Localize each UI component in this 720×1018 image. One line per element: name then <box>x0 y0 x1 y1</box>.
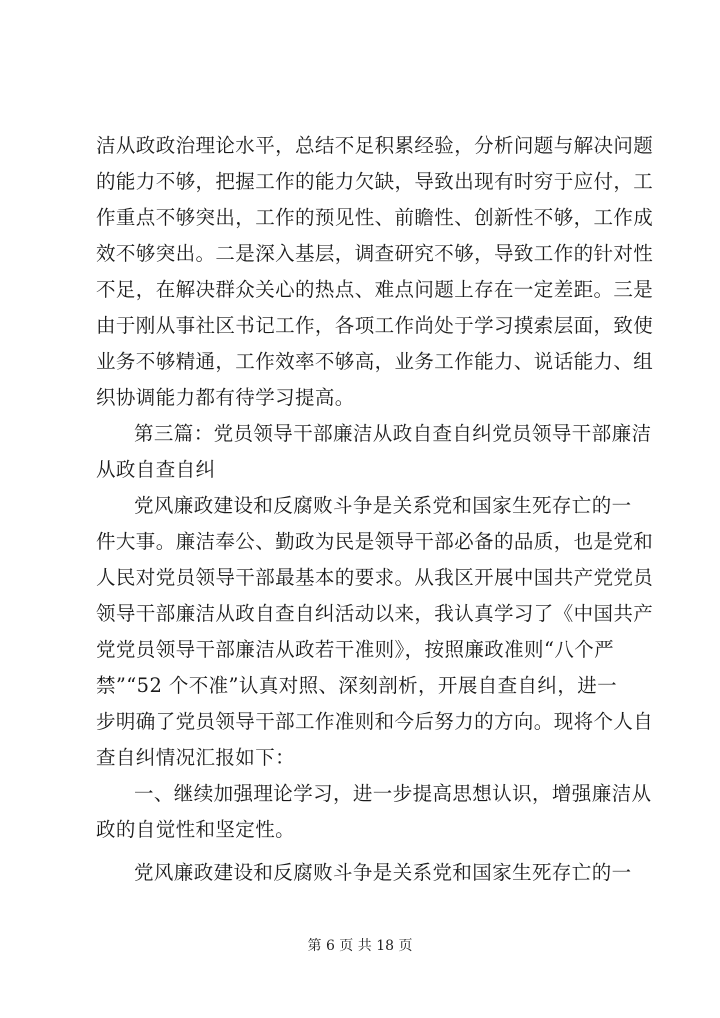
section-heading-cont: 从政自查自纠 <box>96 458 216 481</box>
text-line: 领导干部廉洁从政自查自纠活动以来，我认真学习了《中国共产 <box>96 602 654 625</box>
section-heading: 第三篇：党员领导干部廉洁从政自查自纠党员领导干部廉洁 <box>134 422 652 445</box>
text-line: 由于刚从事社区书记工作，各项工作尚处于学习摸索层面，致使 <box>96 314 654 337</box>
text-line: 步明确了党员领导干部工作准则和今后努力的方向。现将个人自 <box>96 710 654 733</box>
text-line: 织协调能力都有待学习提高。 <box>96 386 355 409</box>
text-line: 党风廉政建设和反腐败斗争是关系党和国家生死存亡的一 <box>134 494 632 517</box>
text-line: 件大事。廉洁奉公、勤政为民是领导干部必备的品质，也是党和 <box>96 530 654 553</box>
text-line: 业务不够精通，工作效率不够高，业务工作能力、说话能力、组 <box>96 350 654 373</box>
text-line: 党党员领导干部廉洁从政若干准则》，按照廉政准则“八个严 <box>96 638 615 661</box>
text-line: 政的自觉性和坚定性。 <box>96 818 296 841</box>
text-line: 一、继续加强理论学习，进一步提高思想认识，增强廉洁从 <box>134 782 652 805</box>
text-line: 党风廉政建设和反腐败斗争是关系党和国家生死存亡的一 <box>134 861 632 884</box>
page-number: 第 6 页 共 18 页 <box>307 938 413 954</box>
text-line: 查自纠情况汇报如下： <box>96 746 296 769</box>
text-line: 人民对党员领导干部最基本的要求。从我区开展中国共产党党员 <box>96 566 654 589</box>
text-line: 作重点不够突出，工作的预见性、前瞻性、创新性不够，工作成 <box>96 206 654 229</box>
text-line: 的能力不够，把握工作的能力欠缺，导致出现有时穷于应付，工 <box>96 170 654 193</box>
text-line: 效不够突出。二是深入基层，调查研究不够，导致工作的针对性 <box>96 242 654 265</box>
text-line: 洁从政政治理论水平，总结不足积累经验，分析问题与解决问题 <box>96 134 654 157</box>
text-line: 不足，在解决群众关心的热点、难点问题上存在一定差距。三是 <box>96 278 654 301</box>
text-line: 禁”“52 个不准”认真对照、深刻剖析，开展自查自纠，进一 <box>96 674 618 697</box>
